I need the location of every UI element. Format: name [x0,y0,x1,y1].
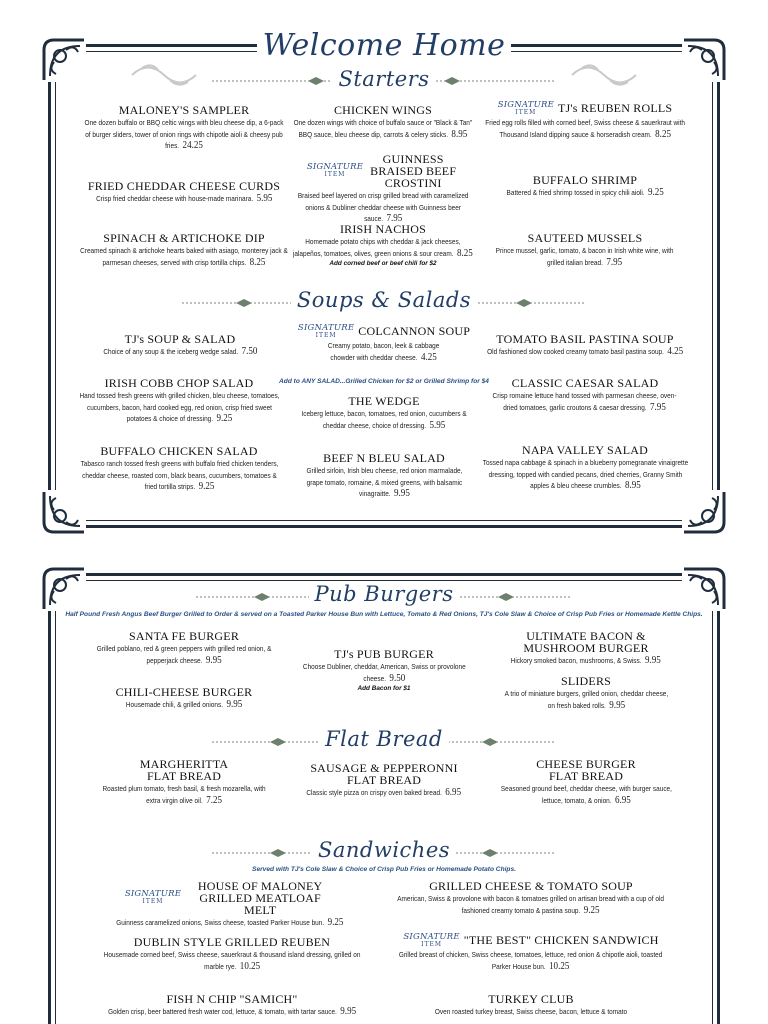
item-price: 9.95 [205,654,222,666]
item-description: Prince mussel, garlic, tomato, & bacon in Irish white wine, with grilled italian bread. [496,246,674,267]
menu-item [494,232,676,268]
item-price: 8.95 [451,128,468,140]
item-description: Braised beef layered on crisp grilled bread with caramelized onions & Dubliner cheddar cheese with Guinness beer sauce. [297,191,469,224]
corner-ornament [40,490,86,536]
menu-item [290,223,476,267]
menu-item [396,934,666,972]
item-description: Roasted plum tomato, fresh basil, & fresh mozarella, with extra virgin olive oil. [102,784,266,805]
item-price: 9.25 [327,917,344,928]
item-name: SLIDERS [560,674,612,688]
item-description: Old fashioned slow cooked creamy tomato basil pastina soup. [487,347,664,356]
menu-item [396,880,666,916]
signature-item-badge: SIGNATURE ITEM [306,162,364,178]
item-description: Crisp romaine lettuce hand tossed with parmesan cheese, oven-dried tomatoes, garlic croutons & caesar dressing. [493,391,677,412]
item-name: MARGHERITTA FLAT BREAD [139,757,229,783]
menu-item [502,675,670,711]
item-description: Hand tossed fresh greens with grilled chicken, bleu cheese, tomatoes, cucumbers, bacon, hard cooked egg, red onion, crisp fried sweet potatoes & choice of dressing. [78,391,280,424]
item-price: 10.25 [239,960,261,972]
item-price: 9.95 [340,1006,356,1017]
item-price: 7.95 [386,213,403,225]
item-name: CHICKEN WINGS [333,103,433,117]
menu-item [100,993,364,1018]
burger-note: Half Pound Fresh Angus Beef Burger Grilled to Order & served on a Toasted Parker House Bun with Lettuce, Tomato & Red Onions, TJ's Cole Slaw & Choice of Crisp Pub Fries or Homemade Kettle Chips. [65,611,703,618]
menu-item [100,936,364,972]
menu-item [90,333,270,358]
menu-item [78,232,290,268]
section-heading-pub-burgers: Pub Burgers [0,582,768,606]
menu-item [496,758,676,806]
item-description: American, Swiss & provolone with bacon & tomatoes grilled on artisan bread with a cup of old fashioned creamy tomato & pastina soup. [397,894,665,915]
item-price: 7.95 [650,401,667,413]
menu-item [488,377,682,413]
item-description: Creamed spinach & artichoke hearts baked with asiago, monterey jack & parmesan cheeses, served with crisp tortilla chips. [80,246,288,267]
menu-item [292,325,476,363]
section-heading-soups-salads: Soups & Salads [0,288,768,312]
item-price: 7.25 [206,794,222,806]
item-name: CLASSIC CAESAR SALAD [511,376,659,390]
item-name: IRISH NACHOS [339,222,427,236]
item-description: Grilled poblano, red & green peppers with grilled red onion, & pepperjack cheese. [96,644,272,665]
item-name: SPINACH & ARTICHOKE DIP [103,231,265,245]
menu-item [296,395,472,431]
item-description: Fried egg rolls filled with corned beef, Swiss cheese & sauerkraut with Thousand Island dipping sauce & horseradish cream. [485,118,685,139]
salad-addon-note: Add to ANY SALAD...Grilled Chicken for $2 or Grilled Shrimp for $4 [279,378,489,385]
item-price: 9.50 [389,672,405,684]
signature-item-badge: SIGNATURE ITEM [124,889,182,905]
item-description: Choice of any soup & the iceberg wedge salad. [102,347,238,356]
item-price: 7.50 [241,346,258,357]
item-price: 4.25 [421,351,438,363]
menu-item [484,333,686,358]
item-name: ULTIMATE BACON & MUSHROOM BURGER [523,629,649,655]
item-description: A trio of miniature burgers, grilled onion, cheddar cheese, on fresh baked rolls. [504,689,668,710]
item-price: 6.95 [614,794,631,806]
item-description: Grilled breast of chicken, Swiss cheese, tomatoes, lettuce, red onion & chipotle aioli, toasted Parker House bun. [399,950,663,971]
item-price: 9.95 [608,699,625,711]
menu-item [100,880,360,929]
item-name: MALONEY'S SAMPLER [118,103,250,117]
item-price: 10.25 [549,960,570,972]
item-name: CHEESE BURGER FLAT BREAD [536,757,636,783]
menu-item [96,630,272,666]
item-name: TJ's PUB BURGER [334,647,434,661]
item-description: One dozen wings with choice of buffalo sauce or "Black & Tan" BBQ sauce, bleu cheese dip, carrots & celery sticks. [293,118,473,139]
item-description: Classic style pizza on crispy oven baked bread. [306,788,443,797]
item-addon: Add corned beef or beef chili for $2 [329,260,437,268]
item-name: SAUSAGE & PEPPERONNI FLAT BREAD [310,761,458,787]
welcome-title: Welcome Home [0,28,768,63]
menu-item [292,762,476,799]
menu-item [282,648,486,692]
item-name: GUINNESS BRAISED BEEF CROSTINI [370,152,457,190]
section-heading-flat-bread: Flat Bread [0,727,768,751]
sandwich-note: Served with TJ's Cole Slaw & Choice of Crisp Pub Fries or Homemade Potato Chips. [252,866,516,873]
item-name: TJ's REUBEN ROLLS [558,101,673,115]
item-name: SAUTEED MUSSELS [527,231,643,245]
item-description: Choose Dubliner, cheddar, American, Swiss or provolone cheese. [302,662,466,683]
item-price: 8.25 [249,256,266,268]
item-description: Tabasco ranch tossed fresh greens with buffalo fried chicken tenders, cheddar cheese, roasted corn, black beans, cucumbers, tomatoes & fried tortilla strips. [80,459,278,492]
item-description: Grilled sirloin, Irish bleu cheese, red onion marmalade, grape tomato, romaine, & mixed greens, with balsamic vinagraitte. [306,466,462,499]
item-name: FRIED CHEDDAR CHEESE CURDS [87,179,281,193]
menu-item [482,444,688,492]
menu-item [500,630,672,667]
item-price: 9.25 [584,904,600,916]
item-price: 5.95 [429,419,446,431]
item-price: 5.95 [256,193,273,204]
menu-item [76,377,282,425]
item-name: BEEF N BLEU SALAD [323,451,445,465]
item-price: 9.95 [645,655,662,666]
item-price: 9.25 [198,481,214,493]
item-name: CHILI-CHEESE BURGER [115,685,253,699]
item-price: 9.25 [647,187,664,198]
item-name: "THE BEST" CHICKEN SANDWICH [463,933,659,947]
item-addon: Add Bacon for $1 [357,685,411,693]
signature-item-badge: SIGNATURE ITEM [497,100,555,117]
item-name: IRISH COBB CHOP SALAD [104,376,254,390]
item-name: COLCANNON SOUP [358,324,471,338]
item-name: HOUSE OF MALONEY GRILLED MEATLOAF MELT [197,879,323,917]
menu-item [484,102,686,140]
item-name: TOMATO BASIL PASTINA SOUP [496,332,674,346]
menu-item [76,445,282,493]
menu-item [406,993,656,1018]
item-price: 4.25 [667,346,683,357]
item-name: NAPA VALLEY SALAD [521,443,649,457]
item-name: BUFFALO SHRIMP [532,173,638,187]
item-description: Battered & fried shrimp tossed in spicy chili aioli. [506,188,645,197]
section-heading-sandwiches: Sandwiches [0,838,768,862]
signature-item-badge: SIGNATURE ITEM [297,323,355,340]
section-heading-starters: Starters [0,67,768,91]
item-price: 7.95 [606,256,623,268]
item-price: 6.95 [445,787,462,798]
menu-item [490,174,680,199]
menu-item [300,452,468,500]
item-price: 9.95 [393,488,410,500]
item-price: 8.95 [624,480,641,492]
item-description: Crisp fried cheddar cheese with house-made marinara. [95,194,253,203]
item-price: 9.25 [216,413,232,425]
menu-item [76,180,292,205]
item-name: SANTA FE BURGER [128,629,240,643]
item-price: 24.25 [182,140,203,152]
item-description: Guinness caramelized onions, Swiss cheese, toasted Parker House bun. [116,918,325,927]
item-description: One dozen buffalo or BBQ celtic wings with bleu cheese dip, a 6-pack of burger sliders, tower of onion rings with chipotle aioli & cheesy pub fries. [84,118,284,151]
item-description: Homemade potato chips with cheddar & jack cheeses, jalapeños, tomatoes, olives, green onions & sour cream. [293,237,461,258]
menu-item [96,758,272,806]
corner-ornament [682,490,728,536]
item-description: Housemade corned beef, Swiss cheese, sauerkraut & thousand island dressing, grilled on marble rye. [103,950,361,971]
menu-item [290,104,476,140]
item-name: THE WEDGE [348,394,420,408]
item-description: Creamy potato, bacon, leek & cabbage chowder with cheddar cheese. [328,341,440,362]
item-price: 8.25 [457,247,473,259]
signature-item-badge: SIGNATURE ITEM [403,932,460,949]
item-name: GRILLED CHEESE & TOMATO SOUP [429,879,633,893]
item-name: FISH N CHIP "SAMICH" [166,992,298,1006]
menu-item [84,104,284,152]
item-name: TJ's SOUP & SALAD [124,332,236,346]
item-description: Iceberg lettuce, bacon, tomatoes, red onion, cucumbers & cheddar cheese, choice of dressing. [301,409,467,430]
item-price: 8.25 [655,128,671,140]
item-name: TURKEY CLUB [488,992,574,1006]
item-name: DUBLIN STYLE GRILLED REUBEN [133,935,331,949]
menu-item [288,153,478,225]
item-name: BUFFALO CHICKEN SALAD [100,444,258,458]
item-description: Tossed napa cabbage & spinach in a blueberry pomegranate vinaigrette dressing, topped with candied pecans, dried cherries, Granny Smith apples & bleu cheese crumbles. [482,458,688,491]
item-price: 9.95 [226,699,243,710]
menu-item [96,686,272,711]
item-description: Golden crisp, beer battered fresh water cod, lettuce, & tomato, with tartar sauce. [108,1007,337,1016]
item-description: Housemade chili, & grilled onions. [125,700,223,709]
item-description: Oven roasted turkey breast, Swiss cheese, bacon, lettuce & tomato [434,1007,628,1016]
item-description: Hickory smoked bacon, mushrooms, & Swiss. [510,656,642,665]
item-description: Seasoned ground beef, cheddar cheese, with burger sauce, lettuce, tomato, & onion. [500,784,672,805]
